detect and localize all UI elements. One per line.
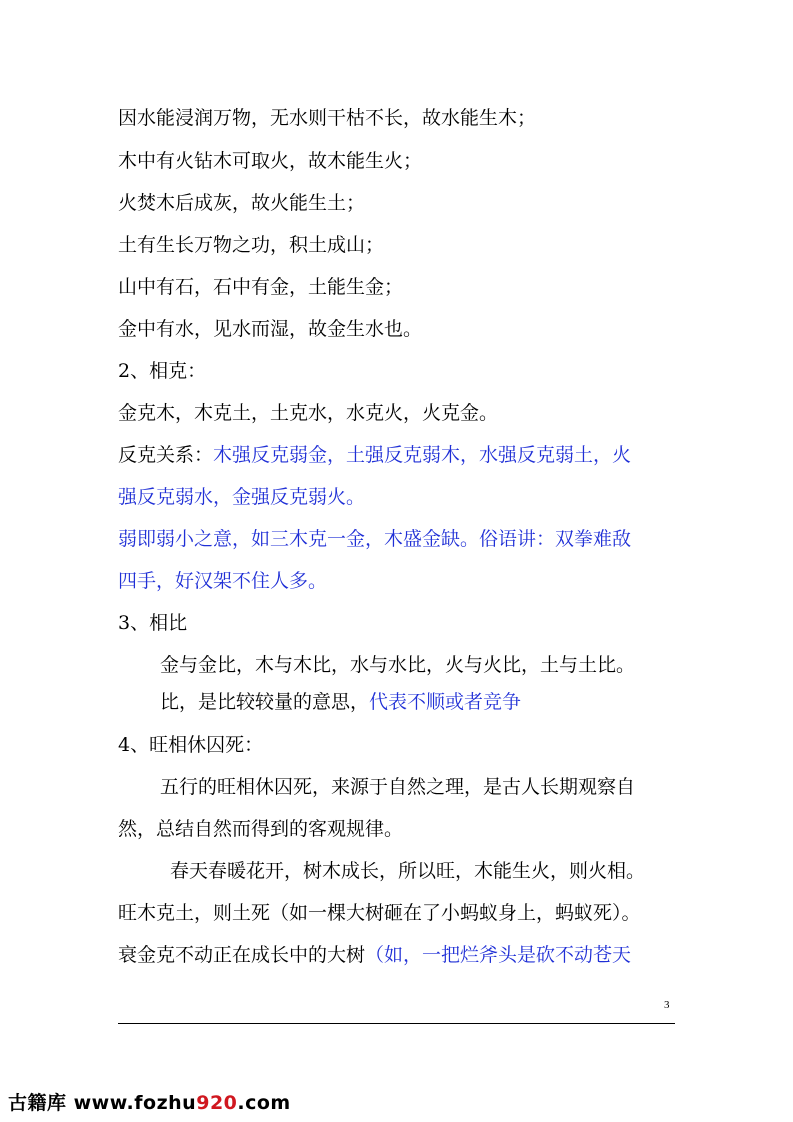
body-line-6: 金中有水，见水而湿，故金生水也。 (118, 318, 423, 340)
body-line-11: 四手，好汉架不住人多。 (118, 570, 328, 592)
body-line-7: 金克木，木克土，土克水，水克火，火克金。 (118, 402, 499, 424)
section-heading-2: 2、相克： (118, 360, 207, 382)
body-line-2: 木中有火钻木可取火，故木能生火； (118, 150, 423, 172)
label-text: 反克关系： (118, 444, 214, 466)
plain-text: 衰金克不动正在成长中的大树 (118, 944, 366, 966)
watermark-suffix: .com (237, 1092, 291, 1114)
highlight-text: 代表不顺或者竞争 (369, 691, 522, 713)
body-line-4: 土有生长万物之功，积土成山； (118, 234, 385, 256)
body-line-10: 弱即弱小之意，如三木克一金，木盛金缺。俗语讲：双拳难敌 (118, 528, 632, 550)
highlight-text: （如，一把烂斧头是砍不动苍天 (365, 944, 632, 966)
body-line-18 (118, 942, 678, 968)
watermark-number: 920 (196, 1092, 238, 1114)
page-number: 3 (664, 999, 670, 1011)
body-line-14: 五行的旺相休囚死，来源于自然之理，是古人长期观察自 (160, 776, 636, 798)
watermark-prefix: 古籍库 www.fozhu (8, 1092, 197, 1114)
body-line-1: 因水能浸润万物，无水则干枯不长，故水能生木； (118, 107, 537, 129)
body-line-12: 金与金比，木与木比，水与水比，火与火比，土与土比。 (160, 654, 636, 676)
highlight-text: 木强反克弱金，土强反克弱木，水强反克弱土，火 (213, 444, 632, 466)
body-line-9: 强反克弱水，金强反克弱火。 (118, 486, 366, 508)
footer-divider (118, 1023, 675, 1024)
body-line-5: 山中有石，石中有金，土能生金； (118, 276, 404, 298)
body-line-15: 然，总结自然而得到的客观规律。 (118, 818, 404, 840)
site-watermark[interactable] (8, 1088, 291, 1115)
body-line-16: 春天春暖花开，树木成长，所以旺，木能生火，则火相。 (170, 860, 646, 882)
section-heading-4: 4、旺相休囚死： (118, 734, 264, 756)
plain-text: 比，是比较较量的意思， (160, 691, 370, 713)
body-line-17: 旺木克土，则土死（如一棵大树砸在了小蚂蚁身上，蚂蚁死）。 (118, 902, 641, 924)
body-line-13 (160, 689, 720, 715)
body-line-3: 火焚木后成灰，故火能生土； (118, 192, 366, 214)
section-heading-3: 3、相比 (118, 612, 188, 634)
body-line-8 (118, 442, 678, 468)
